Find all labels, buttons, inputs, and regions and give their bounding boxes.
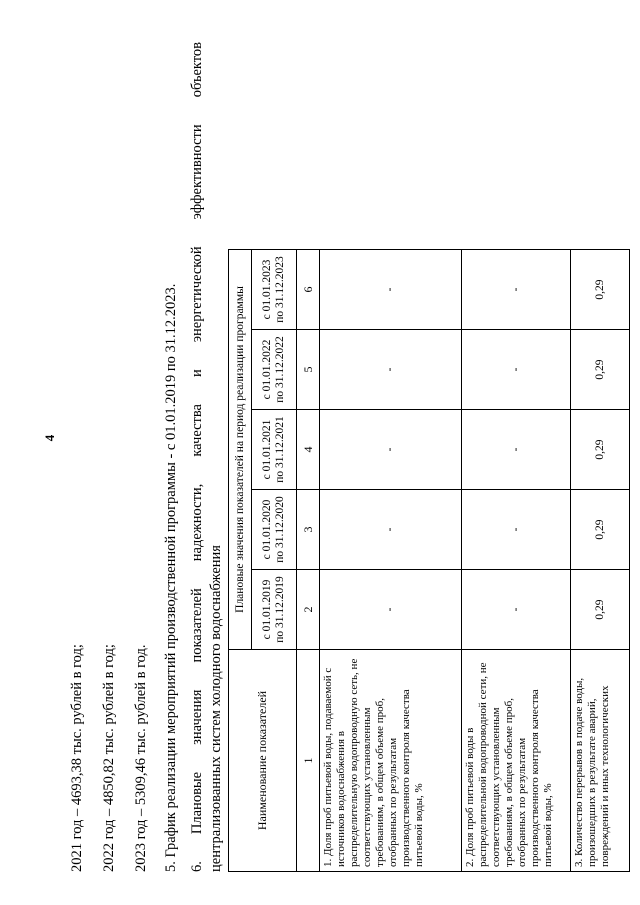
indicator-value: -: [462, 490, 571, 570]
indicator-value: -: [320, 250, 462, 330]
table-row: [462, 250, 571, 872]
indicator-name: 2. Доля проб питьевой воды в распределительной водопроводной сети, не соответствующих установленным требованиям, в общем объеме проб, отобранных по результатам производственного контроля качества питьевой воды, %: [462, 650, 571, 872]
indicator-value: -: [462, 330, 571, 410]
column-number: 6: [297, 250, 320, 330]
indicator-value: 0,29: [571, 250, 630, 330]
header-period-2023: с 01.01.2023 по 31.12.2023: [252, 250, 297, 330]
column-number: 2: [297, 570, 320, 650]
table-row: [320, 250, 462, 872]
table-row: [571, 250, 630, 872]
header-planned-values: Плановые значения показателей на период реализации программы: [229, 250, 252, 650]
indicator-name: 1. Доля проб питьевой воды, подаваемой с источников водоснабжения в распределительную водопроводную сеть, не соответствующих установленным требованиям, в общем объеме проб, отобранных по результатам производственного контроля качества питьевой воды, %: [320, 650, 462, 872]
section-5-schedule: 5. График реализации мероприятий производственной программы - с 01.01.2019 по 31.12.2023.: [163, 283, 179, 872]
indicator-value: 0,29: [571, 490, 630, 570]
indicator-name: 3. Количество перерывов в подаче воды, произошедших в результате аварий, повреждений и иных технологических: [571, 650, 630, 872]
indicator-value: -: [462, 570, 571, 650]
indicator-value: -: [320, 410, 462, 490]
column-number-row: [297, 250, 320, 872]
indicator-value: 0,29: [571, 410, 630, 490]
column-number: 4: [297, 410, 320, 490]
indicator-value: -: [320, 570, 462, 650]
header-period-2019: с 01.01.2019 по 31.12.2019: [252, 570, 297, 650]
rotated-page-content: [60, 22, 620, 872]
cost-2023-line: 2023 год – 5309,46 тыс. рублей в год.: [133, 644, 149, 872]
column-number: 1: [297, 650, 320, 872]
column-number: 3: [297, 490, 320, 570]
header-indicator-name: Наименование показателей: [229, 650, 297, 872]
section-6-heading-line-1: 6. Плановые значения показателей надежности, качества и энергетической эффективности объектов: [189, 42, 205, 872]
indicator-value: -: [462, 250, 571, 330]
table-header-group-row: [229, 250, 252, 872]
column-number: 5: [297, 330, 320, 410]
indicator-value: -: [462, 410, 571, 490]
text-block: [60, 22, 224, 872]
header-period-2022: с 01.01.2022 по 31.12.2022: [252, 330, 297, 410]
indicator-value: 0,29: [571, 330, 630, 410]
indicator-value: -: [320, 330, 462, 410]
cost-2022-line: 2022 год – 4850,82 тыс. рублей в год;: [101, 644, 117, 872]
header-period-2020: с 01.01.2020 по 31.12.2020: [252, 490, 297, 570]
indicator-value: -: [320, 490, 462, 570]
cost-2021-line: 2021 год – 4693,38 тыс. рублей в год;: [69, 644, 85, 872]
section-6-heading-line-2: централизованных систем холодного водоснабжения: [208, 545, 224, 872]
header-period-2021: с 01.01.2021 по 31.12.2021: [252, 410, 297, 490]
page-number: 4: [42, 434, 57, 442]
indicator-value: 0,29: [571, 570, 630, 650]
indicators-table: [228, 249, 630, 872]
section-6-heading: [188, 42, 226, 872]
